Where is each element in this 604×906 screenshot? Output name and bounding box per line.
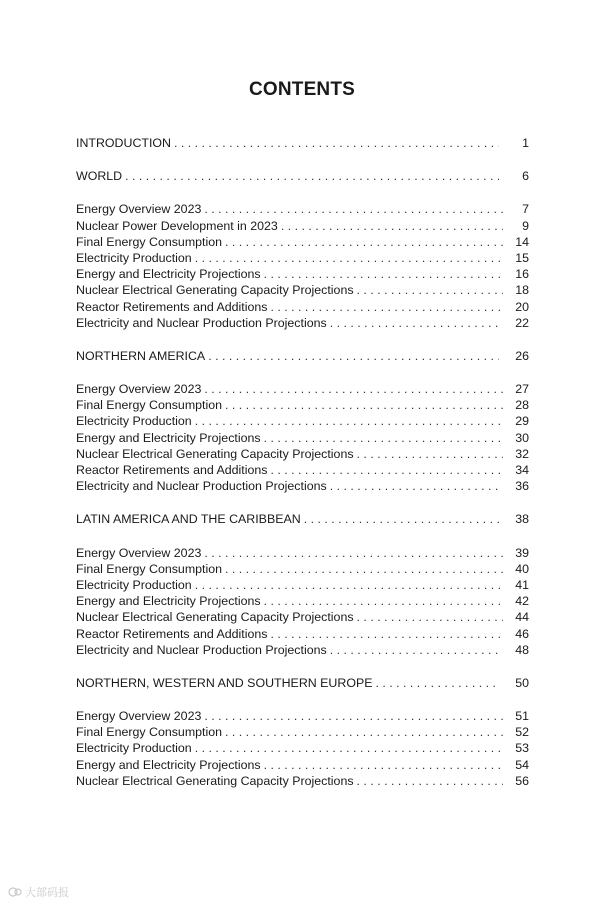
toc-page-number: 7 [522, 202, 529, 217]
toc-page-number: 41 [515, 577, 529, 592]
toc-page-number: 30 [515, 430, 529, 445]
dot-leader [225, 724, 503, 740]
toc-entry-label: Final Energy Consumption [76, 725, 223, 740]
toc-entry[interactable] [76, 609, 529, 625]
toc-entry-label: Reactor Retirements and Additions [76, 463, 268, 477]
toc-entry-label: Energy and Electricity Projections [76, 430, 261, 445]
toc-entry-label: Reactor Retirements and Additions [76, 626, 268, 641]
toc-entry-label: Nuclear Electrical Generating Capacity Projections [76, 610, 354, 625]
watermark [8, 884, 69, 900]
toc-section-heading[interactable] [76, 675, 529, 691]
dot-leader [270, 462, 503, 478]
toc-entry-label: Nuclear Electrical Generating Capacity Projections [76, 283, 354, 298]
dot-leader [204, 381, 503, 397]
toc-entry[interactable] [76, 462, 529, 478]
toc-entry[interactable] [76, 478, 529, 494]
toc-page-number: 44 [515, 610, 529, 625]
toc-entry[interactable] [76, 446, 529, 462]
toc-entry[interactable] [76, 757, 529, 773]
dot-leader [357, 282, 503, 298]
toc-entry-label: Energy Overview 2023 [76, 545, 202, 560]
toc-entry[interactable] [76, 250, 529, 266]
dot-leader [204, 708, 503, 724]
toc-page-number: 34 [515, 463, 529, 477]
toc-entry-label: Electricity and Nuclear Production Projections [76, 479, 327, 494]
toc-page-number: 9 [522, 218, 529, 233]
toc-entry[interactable] [76, 708, 529, 724]
toc-page-number: 51 [515, 709, 529, 724]
toc-entry[interactable] [76, 642, 529, 658]
dot-leader [204, 201, 503, 217]
toc-entry-label: Energy Overview 2023 [76, 382, 202, 397]
toc-entry-label: Final Energy Consumption [76, 234, 223, 249]
toc-section-heading[interactable] [76, 348, 529, 364]
toc-page-number: 53 [515, 741, 529, 756]
toc-entry[interactable] [76, 577, 529, 593]
toc-entry-label: Nuclear Electrical Generating Capacity Projections [76, 446, 354, 461]
toc-page-number: 36 [515, 479, 529, 494]
toc-page-number: 38 [515, 512, 529, 527]
toc-entry[interactable] [76, 413, 529, 429]
toc-entry-label: Final Energy Consumption [76, 398, 223, 413]
dot-leader [357, 609, 503, 625]
toc-entry-label: Electricity Production [76, 414, 192, 429]
dot-leader [125, 168, 499, 184]
toc-entry[interactable] [76, 266, 529, 282]
toc-entry-label: LATIN AMERICA AND THE CARIBBEAN [76, 512, 301, 527]
toc-entry[interactable] [76, 724, 529, 740]
toc-entry-label: INTRODUCTION [76, 136, 171, 150]
toc-entry-label: Energy and Electricity Projections [76, 267, 261, 282]
dot-leader [304, 511, 499, 527]
toc-entry-label: Electricity Production [76, 741, 192, 756]
toc-page-number: 20 [515, 299, 529, 314]
dot-leader [225, 561, 503, 577]
dot-leader [195, 413, 503, 429]
toc-page-number: 29 [515, 414, 529, 429]
dot-leader [195, 577, 503, 593]
dot-leader [357, 773, 503, 789]
toc-entry-label: Energy and Electricity Projections [76, 757, 261, 772]
toc-page-number: 6 [522, 169, 529, 184]
dot-leader [357, 446, 503, 462]
dot-leader [195, 740, 503, 756]
toc-page-number: 48 [515, 642, 529, 657]
toc-page-number: 40 [515, 561, 529, 576]
watermark-logo-icon [8, 886, 22, 898]
toc-page-number: 56 [515, 773, 529, 788]
dot-leader [330, 642, 503, 658]
page-title: CONTENTS [248, 79, 356, 100]
dot-leader [270, 299, 503, 315]
toc-entry-label: Reactor Retirements and Additions [76, 299, 268, 314]
toc-entry-label: WORLD [76, 169, 123, 184]
toc-entry-label: Nuclear Electrical Generating Capacity Projections [76, 773, 354, 788]
dot-leader [174, 135, 499, 151]
toc-page-number: 42 [515, 594, 529, 609]
toc-entry[interactable] [76, 545, 529, 561]
table-of-contents [76, 135, 529, 789]
dot-leader [264, 593, 503, 609]
toc-entry[interactable] [76, 381, 529, 397]
toc-page-number: 39 [515, 545, 529, 560]
toc-section-heading[interactable] [76, 135, 529, 151]
dot-leader [225, 234, 503, 250]
toc-entry-label: Electricity Production [76, 577, 192, 592]
toc-entry[interactable] [76, 234, 529, 250]
toc-entry-label: Electricity and Nuclear Production Projections [76, 642, 327, 657]
toc-entry-label: Energy Overview 2023 [76, 202, 202, 217]
toc-entry-label: Final Energy Consumption [76, 561, 223, 576]
dot-leader [264, 757, 503, 773]
toc-entry[interactable] [76, 740, 529, 756]
toc-page-number: 32 [515, 446, 529, 461]
toc-page-number: 46 [515, 626, 529, 641]
toc-entry-label: Nuclear Power Development in 2023 [76, 218, 278, 233]
toc-entry-label: Energy Overview 2023 [76, 709, 202, 724]
toc-page-number: 52 [515, 725, 529, 740]
dot-leader [270, 626, 503, 642]
dot-leader [195, 250, 503, 266]
toc-entry[interactable] [76, 773, 529, 789]
toc-page-number: 22 [515, 315, 529, 330]
toc-entry[interactable] [76, 299, 529, 315]
toc-page-number: 28 [515, 398, 529, 413]
toc-page-number: 26 [515, 348, 529, 363]
toc-entry-label: NORTHERN AMERICA [76, 348, 206, 363]
toc-entry[interactable] [76, 561, 529, 577]
toc-entry-label: NORTHERN, WESTERN AND SOUTHERN EUROPE [76, 675, 373, 690]
dot-leader [264, 266, 503, 282]
toc-entry[interactable] [76, 201, 529, 217]
toc-entry[interactable] [76, 315, 529, 331]
dot-leader [208, 348, 499, 364]
toc-page-number: 14 [515, 234, 529, 249]
toc-entry-label: Electricity and Nuclear Production Projections [76, 315, 327, 330]
toc-entry-label: Energy and Electricity Projections [76, 594, 261, 609]
toc-page-number: 1 [522, 136, 529, 150]
toc-page-number: 16 [515, 267, 529, 282]
toc-entry[interactable] [76, 593, 529, 609]
dot-leader [330, 478, 503, 494]
toc-entry[interactable] [76, 397, 529, 413]
toc-page-number: 15 [515, 250, 529, 265]
toc-entry[interactable] [76, 218, 529, 234]
dot-leader [264, 430, 503, 446]
dot-leader [330, 315, 503, 331]
toc-entry-label: Electricity Production [76, 250, 192, 265]
dot-leader [376, 675, 500, 691]
toc-page-number: 54 [515, 757, 529, 772]
watermark-text: 大部码报 [25, 887, 69, 899]
dot-leader [281, 218, 503, 234]
toc-section-heading[interactable] [76, 511, 529, 527]
toc-page-number: 50 [515, 675, 529, 690]
toc-page-number: 27 [515, 382, 529, 397]
dot-leader [225, 397, 503, 413]
toc-entry[interactable] [76, 282, 529, 298]
toc-entry[interactable] [76, 626, 529, 642]
toc-entry[interactable] [76, 430, 529, 446]
toc-section-heading[interactable] [76, 168, 529, 184]
dot-leader [204, 545, 503, 561]
toc-page-number: 18 [515, 283, 529, 298]
